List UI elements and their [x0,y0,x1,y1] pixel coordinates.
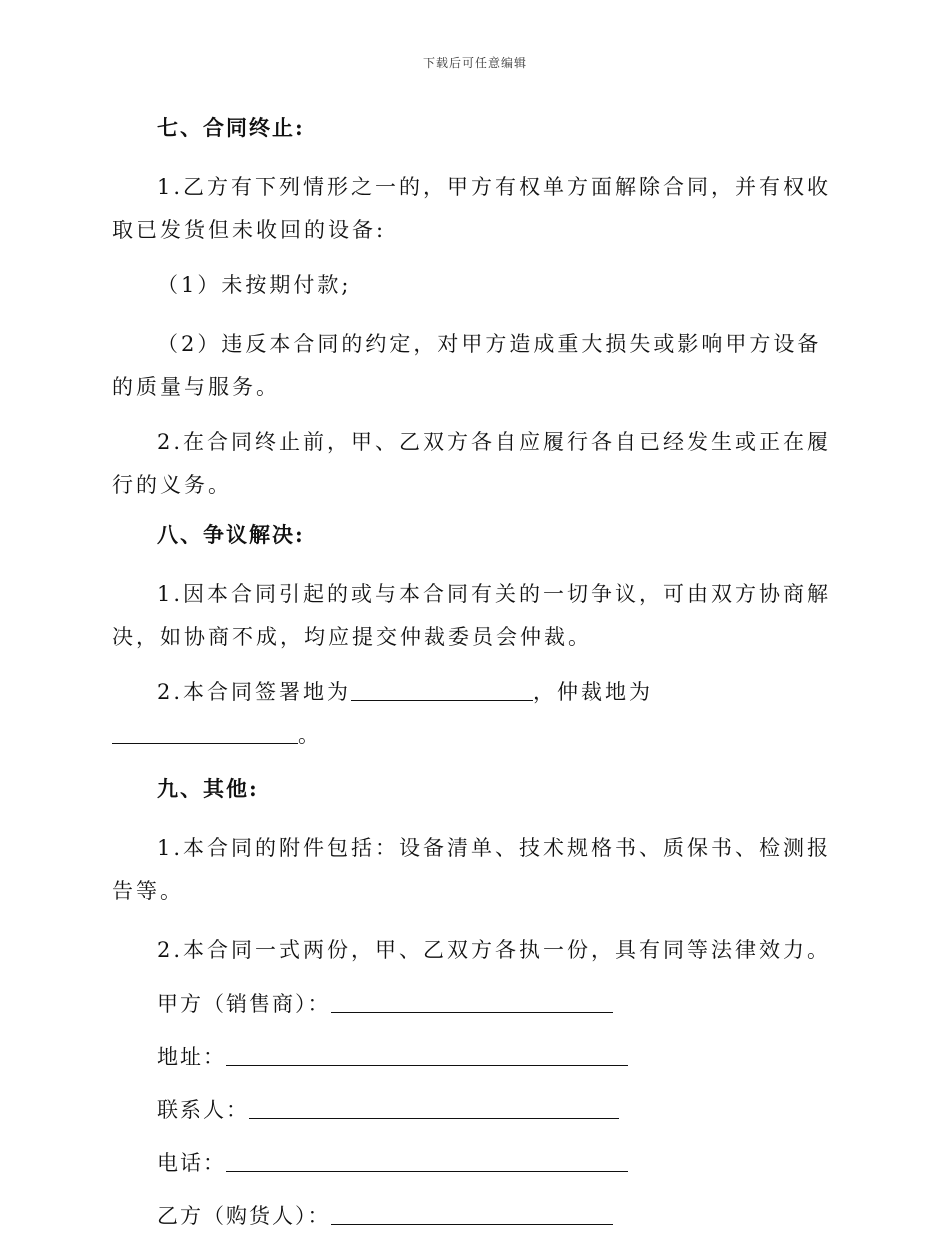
dispute-clause-2-middle: ，仲裁地为 [533,680,654,704]
party-b-blank [331,1204,613,1225]
dispute-clause-2 [112,671,832,757]
arbitration-place-blank [112,723,298,744]
termination-item-2: （2）违反本合同的约定，对甲方造成重大损失或影响甲方设备的质量与服务。 [112,332,822,399]
section-heading-other: 九、其他: [157,776,259,801]
dispute-clause-1: 1.因本合同引起的或与本合同有关的一切争议，可由双方协商解决，如协商不成，均应提交仲裁委员会仲裁。 [112,582,832,649]
termination-item-1: （1）未按期付款; [157,273,352,297]
dispute-clause-2-suffix: 。 [298,723,322,747]
contact-label: 联系人： [157,1098,249,1122]
signature-contact [157,1094,832,1126]
page-header-note: 下载后可任意编辑 [422,56,527,70]
signature-address [157,1041,832,1073]
termination-clause-2: 2.在合同终止前，甲、乙双方各自应履行各自已经发生或正在履行的义务。 [112,430,832,497]
section-heading-termination: 七、合同终止: [157,115,305,140]
other-clause-2: 2.本合同一式两份，甲、乙双方各执一份，具有同等法律效力。 [157,938,832,962]
dispute-clause-2-prefix: 2.本合同签署地为 [157,680,352,704]
signing-place-blank [351,680,533,701]
other-clause-1: 1.本合同的附件包括：设备清单、技术规格书、质保书、检测报告等。 [112,836,832,903]
signature-party-b [157,1200,832,1232]
contact-blank [249,1098,619,1119]
signature-party-a [157,988,832,1020]
signature-phone [157,1147,832,1179]
contract-body [112,112,832,1253]
address-blank [226,1045,628,1066]
phone-label: 电话： [157,1151,226,1175]
party-a-label: 甲方（销售商）： [157,992,331,1016]
section-heading-dispute: 八、争议解决: [157,522,305,547]
phone-blank [226,1151,628,1172]
party-b-label: 乙方（购货人）： [157,1204,331,1228]
party-a-blank [331,992,613,1013]
termination-clause-1: 1.乙方有下列情形之一的，甲方有权单方面解除合同，并有权收取已发货但未收回的设备: [112,175,832,242]
address-label: 地址： [157,1045,226,1069]
